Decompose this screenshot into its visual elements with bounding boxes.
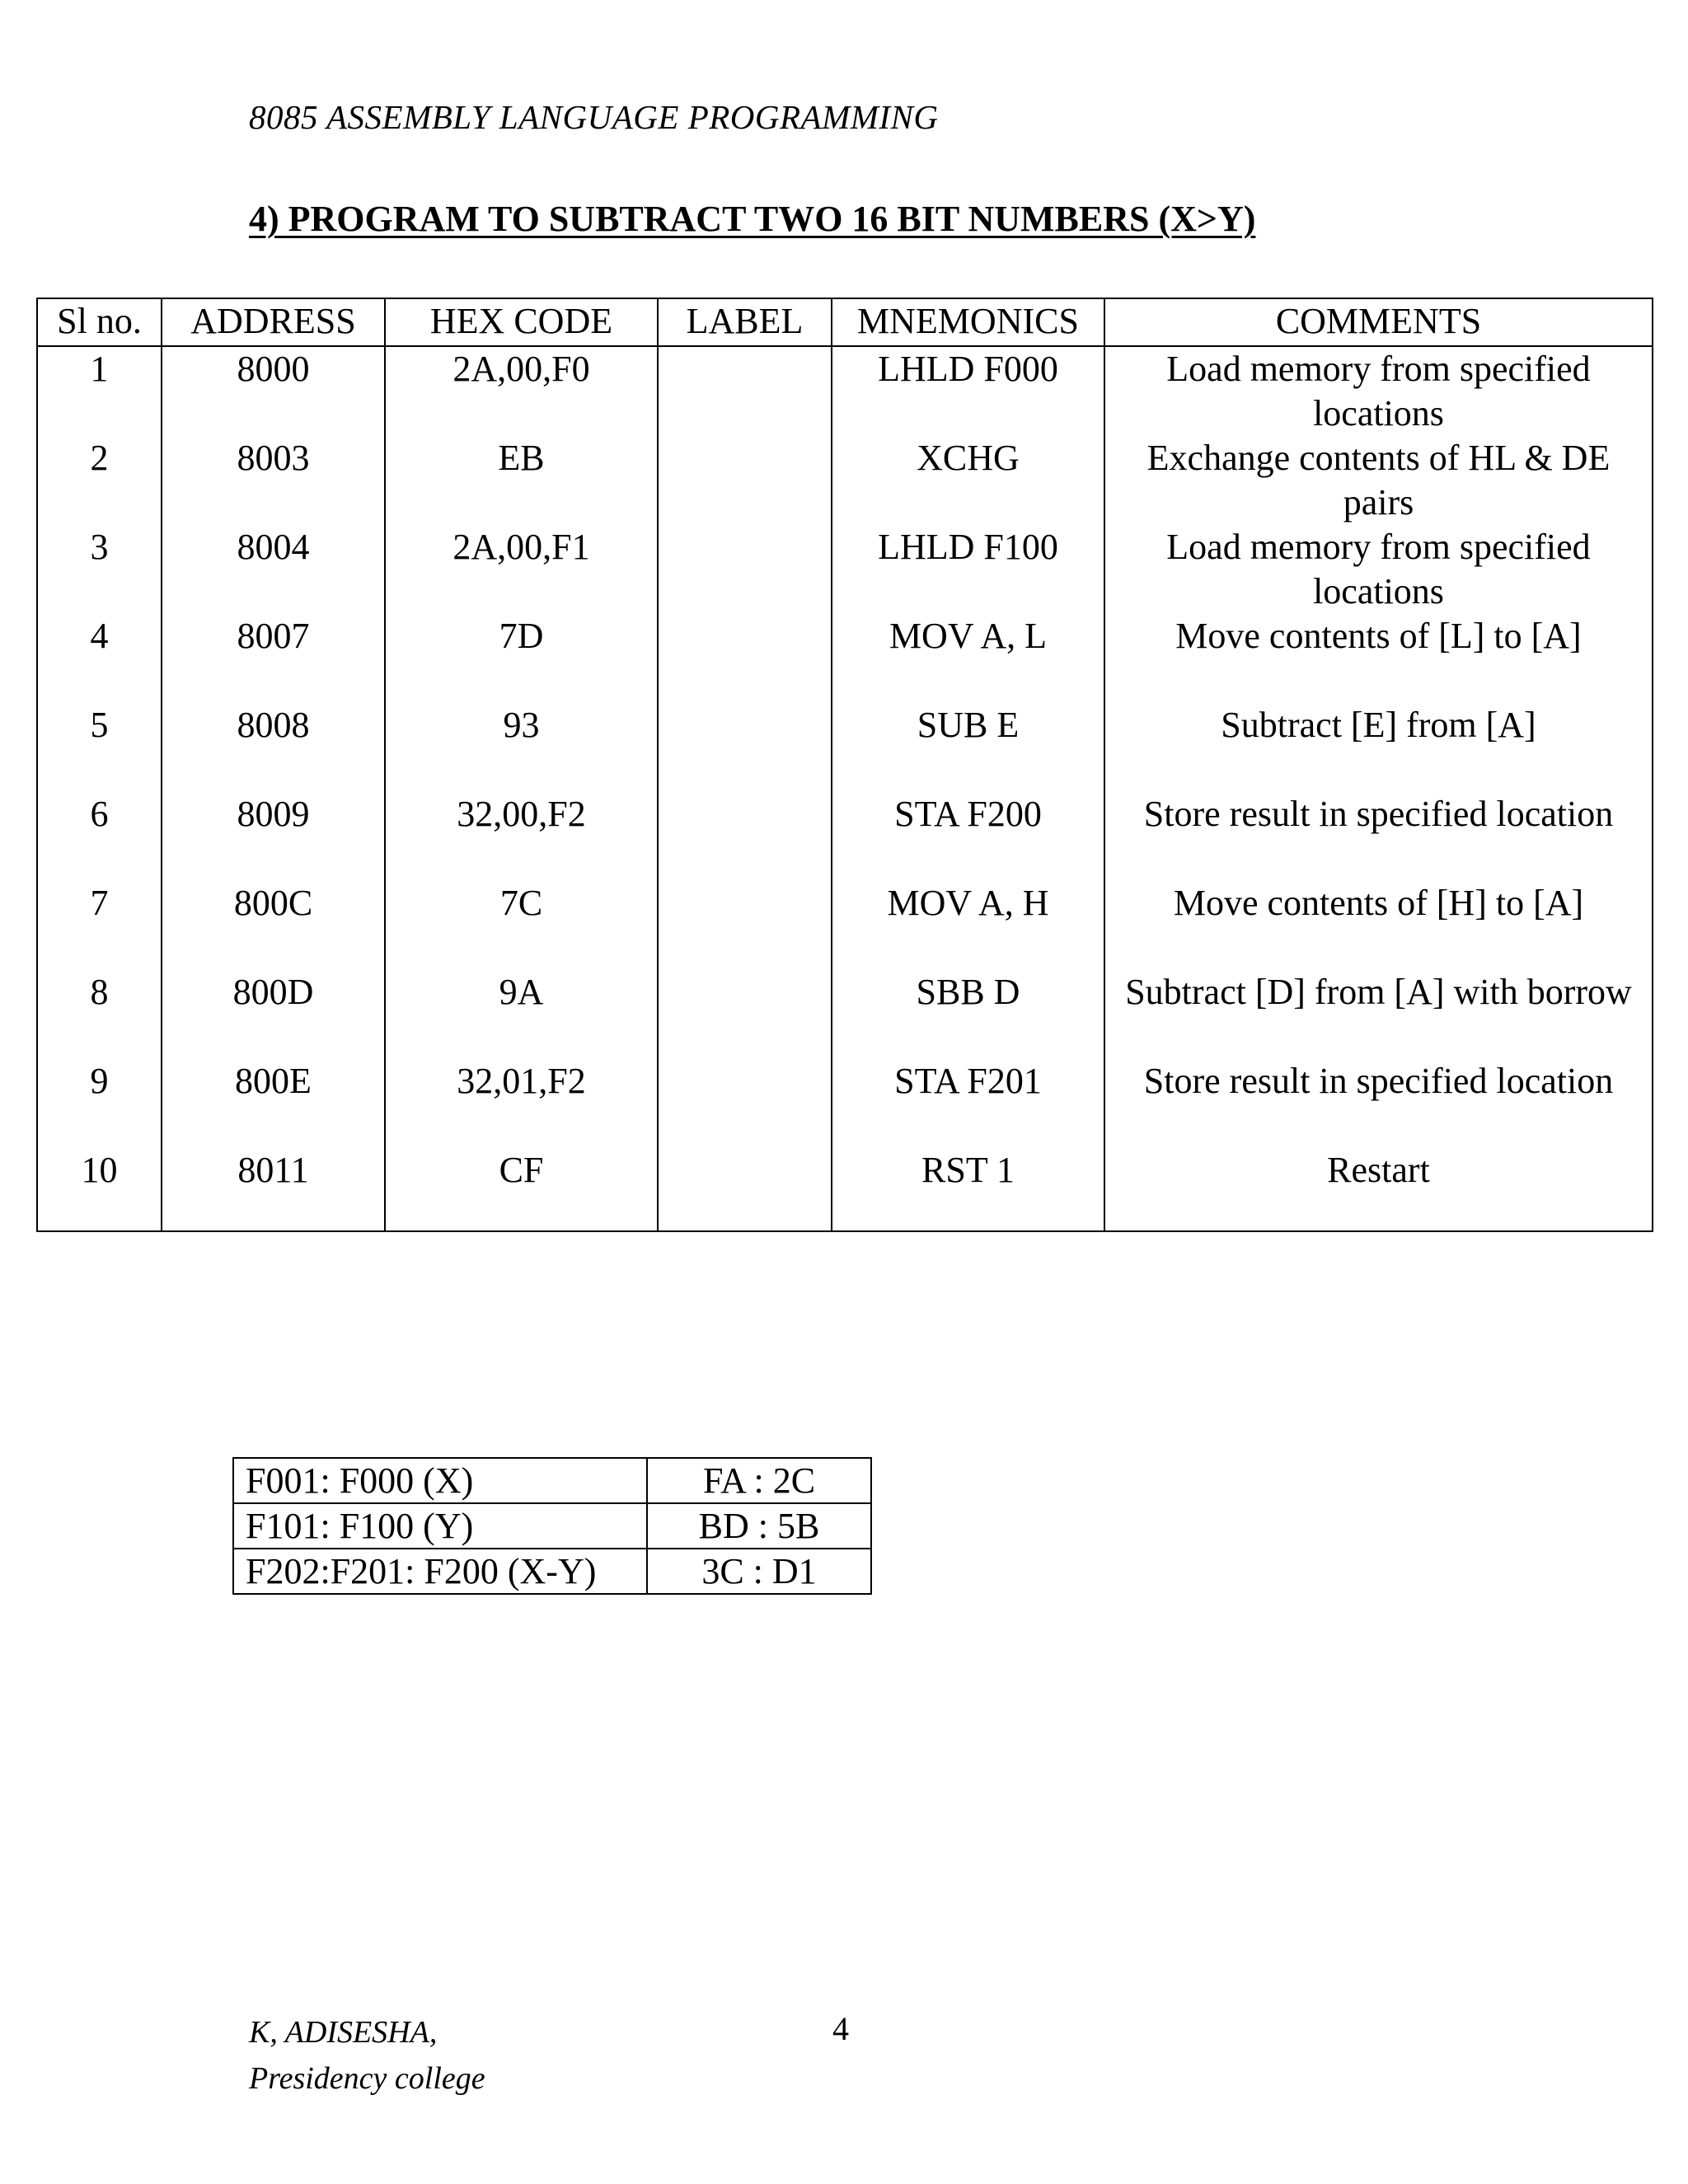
column-header-sl-no: Sl no. xyxy=(37,298,162,346)
cell-comment: Load memory from specified locations xyxy=(1104,346,1653,436)
memory-location: F001: F000 (X) xyxy=(233,1458,647,1503)
table-row xyxy=(37,792,1653,881)
cell-address: 8009 xyxy=(162,792,385,881)
cell-mnemonic: MOV A, L xyxy=(832,614,1104,703)
cell-comment: Exchange contents of HL & DE pairs xyxy=(1104,436,1653,525)
cell-address: 800C xyxy=(162,881,385,970)
table-row xyxy=(37,436,1653,525)
cell-hex-code: 7C xyxy=(385,881,658,970)
cell-address: 8004 xyxy=(162,525,385,614)
table-row xyxy=(37,881,1653,970)
cell-address: 8011 xyxy=(162,1148,385,1231)
cell-label xyxy=(658,792,832,881)
cell-hex-code: 93 xyxy=(385,703,658,792)
section-title: 4) PROGRAM TO SUBTRACT TWO 16 BIT NUMBERS (X>Y) xyxy=(249,199,1256,239)
cell-hex-code: 9A xyxy=(385,970,658,1059)
cell-label xyxy=(658,970,832,1059)
cell-hex-code: CF xyxy=(385,1148,658,1231)
cell-mnemonic: LHLD F000 xyxy=(832,346,1104,436)
page-header-title: 8085 ASSEMBLY LANGUAGE PROGRAMMING xyxy=(249,98,939,136)
cell-sl-no: 9 xyxy=(37,1059,162,1148)
cell-hex-code: 2A,00,F1 xyxy=(385,525,658,614)
column-header-mnemonics: MNEMONICS xyxy=(832,298,1104,346)
memory-location: F101: F100 (Y) xyxy=(233,1503,647,1549)
cell-label xyxy=(658,436,832,525)
footer-institution: Presidency college xyxy=(249,2061,485,2096)
table-row xyxy=(37,1059,1653,1148)
cell-sl-no: 5 xyxy=(37,703,162,792)
cell-comment: Move contents of [L] to [A] xyxy=(1104,614,1653,703)
cell-address: 800D xyxy=(162,970,385,1059)
footer-author-name: K, ADISESHA, xyxy=(249,2015,438,2050)
cell-comment: Restart xyxy=(1104,1148,1653,1231)
cell-sl-no: 4 xyxy=(37,614,162,703)
cell-sl-no: 7 xyxy=(37,881,162,970)
cell-mnemonic: SBB D xyxy=(832,970,1104,1059)
memory-values-table xyxy=(232,1457,872,1595)
cell-comment: Load memory from specified locations xyxy=(1104,525,1653,614)
cell-label xyxy=(658,346,832,436)
cell-comment: Store result in specified location xyxy=(1104,1059,1653,1148)
memory-location: F202:F201: F200 (X-Y) xyxy=(233,1549,647,1594)
program-table xyxy=(36,298,1653,1232)
cell-comment: Store result in specified location xyxy=(1104,792,1653,881)
table-row xyxy=(37,614,1653,703)
table-row xyxy=(37,525,1653,614)
column-header-label: LABEL xyxy=(658,298,832,346)
cell-sl-no: 1 xyxy=(37,346,162,436)
memory-value: 3C : D1 xyxy=(647,1549,871,1594)
table-row xyxy=(37,970,1653,1059)
cell-hex-code: 2A,00,F0 xyxy=(385,346,658,436)
cell-address: 8007 xyxy=(162,614,385,703)
memory-value: FA : 2C xyxy=(647,1458,871,1503)
cell-hex-code: EB xyxy=(385,436,658,525)
program-table-header-row xyxy=(37,298,1653,346)
cell-sl-no: 2 xyxy=(37,436,162,525)
cell-sl-no: 3 xyxy=(37,525,162,614)
cell-mnemonic: LHLD F100 xyxy=(832,525,1104,614)
cell-mnemonic: RST 1 xyxy=(832,1148,1104,1231)
cell-comment: Subtract [D] from [A] with borrow xyxy=(1104,970,1653,1059)
table-row xyxy=(233,1503,871,1549)
cell-comment: Move contents of [H] to [A] xyxy=(1104,881,1653,970)
cell-sl-no: 10 xyxy=(37,1148,162,1231)
cell-label xyxy=(658,881,832,970)
cell-mnemonic: STA F200 xyxy=(832,792,1104,881)
cell-mnemonic: STA F201 xyxy=(832,1059,1104,1148)
cell-mnemonic: MOV A, H xyxy=(832,881,1104,970)
cell-address: 8000 xyxy=(162,346,385,436)
table-row xyxy=(233,1458,871,1503)
table-row xyxy=(37,346,1653,436)
cell-hex-code: 32,01,F2 xyxy=(385,1059,658,1148)
footer-author-block xyxy=(249,2009,485,2102)
column-header-hex-code: HEX CODE xyxy=(385,298,658,346)
cell-label xyxy=(658,525,832,614)
cell-label xyxy=(658,1059,832,1148)
table-row xyxy=(37,703,1653,792)
cell-address: 800E xyxy=(162,1059,385,1148)
cell-mnemonic: SUB E xyxy=(832,703,1104,792)
memory-value: BD : 5B xyxy=(647,1503,871,1549)
cell-mnemonic: XCHG xyxy=(832,436,1104,525)
cell-hex-code: 32,00,F2 xyxy=(385,792,658,881)
cell-sl-no: 8 xyxy=(37,970,162,1059)
cell-comment: Subtract [E] from [A] xyxy=(1104,703,1653,792)
cell-label xyxy=(658,703,832,792)
page-number: 4 xyxy=(832,2010,849,2047)
table-row xyxy=(37,1148,1653,1231)
table-row xyxy=(233,1549,871,1594)
cell-label xyxy=(658,614,832,703)
cell-label xyxy=(658,1148,832,1231)
cell-sl-no: 6 xyxy=(37,792,162,881)
cell-hex-code: 7D xyxy=(385,614,658,703)
column-header-comments: COMMENTS xyxy=(1104,298,1653,346)
column-header-address: ADDRESS xyxy=(162,298,385,346)
cell-address: 8003 xyxy=(162,436,385,525)
cell-address: 8008 xyxy=(162,703,385,792)
